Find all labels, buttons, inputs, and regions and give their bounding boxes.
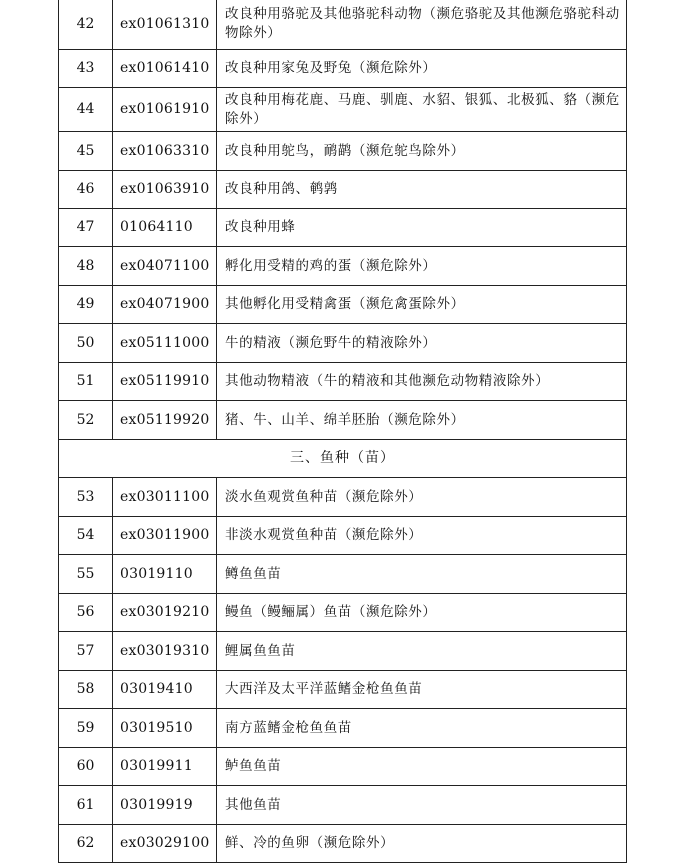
item-description: 猪、牛、山羊、绵羊胚胎（濒危除外） [217,401,627,440]
table-row [59,363,627,401]
table-row [59,401,627,440]
row-number: 53 [59,478,113,517]
tariff-code: ex01061410 [113,50,217,88]
row-number: 42 [59,0,113,50]
tariff-code: ex04071900 [113,286,217,324]
table-row [59,671,627,709]
tariff-code: 03019410 [113,671,217,709]
table-row [59,709,627,748]
item-description: 改良种用梅花鹿、马鹿、驯鹿、水貂、银狐、北极狐、貉（濒危除外） [217,88,627,132]
row-number: 47 [59,209,113,247]
table-row [59,247,627,286]
item-description: 大西洋及太平洋蓝鳍金枪鱼鱼苗 [217,671,627,709]
row-number: 61 [59,786,113,825]
row-number: 43 [59,50,113,88]
row-number: 46 [59,171,113,209]
item-description: 南方蓝鳍金枪鱼鱼苗 [217,709,627,748]
tariff-code: ex05111000 [113,324,217,363]
tariff-code: 03019110 [113,555,217,594]
table-row [59,50,627,88]
table-row [59,555,627,594]
item-description: 改良种用家兔及野兔（濒危除外） [217,50,627,88]
item-description: 其他鱼苗 [217,786,627,825]
commodity-table [58,0,627,863]
table-row [59,132,627,171]
tariff-code: ex01061310 [113,0,217,50]
tariff-code: ex03019210 [113,594,217,632]
tariff-code: 03019919 [113,786,217,825]
table-row [59,324,627,363]
row-number: 55 [59,555,113,594]
tariff-code: ex03011900 [113,517,217,555]
row-number: 49 [59,286,113,324]
table-row [59,209,627,247]
tariff-code: 03019510 [113,709,217,748]
table-row [59,594,627,632]
item-description: 牛的精液（濒危野牛的精液除外） [217,324,627,363]
table-body [59,0,627,863]
item-description: 鲜、冷的鱼卵（濒危除外） [217,825,627,863]
row-number: 44 [59,88,113,132]
tariff-code: 03019911 [113,748,217,786]
tariff-code: ex01063910 [113,171,217,209]
table-row [59,88,627,132]
item-description: 改良种用鸽、鹌鹑 [217,171,627,209]
tariff-code: ex01061910 [113,88,217,132]
row-number: 52 [59,401,113,440]
item-description: 改良种用鸵鸟，鸸鹋（濒危鸵鸟除外） [217,132,627,171]
table-row [59,171,627,209]
tariff-code: ex03011100 [113,478,217,517]
tariff-code: ex05119910 [113,363,217,401]
item-description: 淡水鱼观赏鱼种苗（濒危除外） [217,478,627,517]
item-description: 其他动物精液（牛的精液和其他濒危动物精液除外） [217,363,627,401]
row-number: 60 [59,748,113,786]
row-number: 45 [59,132,113,171]
item-description: 鲤属鱼鱼苗 [217,632,627,671]
row-number: 51 [59,363,113,401]
item-description: 鳗鱼（鳗鲡属）鱼苗（濒危除外） [217,594,627,632]
section-title: 三、鱼种（苗） [59,440,627,478]
item-description: 其他孵化用受精禽蛋（濒危禽蛋除外） [217,286,627,324]
table-row [59,748,627,786]
table-row [59,632,627,671]
row-number: 57 [59,632,113,671]
row-number: 62 [59,825,113,863]
table-row [59,478,627,517]
row-number: 56 [59,594,113,632]
section-header-row [59,440,627,478]
table-row [59,825,627,863]
tariff-code: ex03019310 [113,632,217,671]
table-row [59,286,627,324]
item-description: 鳟鱼鱼苗 [217,555,627,594]
tariff-code: 01064110 [113,209,217,247]
row-number: 48 [59,247,113,286]
row-number: 54 [59,517,113,555]
table-row [59,0,627,50]
tariff-code: ex04071100 [113,247,217,286]
item-description: 改良种用骆驼及其他骆驼科动物（濒危骆驼及其他濒危骆驼科动物除外） [217,0,627,50]
item-description: 鲈鱼鱼苗 [217,748,627,786]
table-row [59,786,627,825]
tariff-code: ex01063310 [113,132,217,171]
row-number: 59 [59,709,113,748]
item-description: 改良种用蜂 [217,209,627,247]
tariff-code: ex05119920 [113,401,217,440]
item-description: 孵化用受精的鸡的蛋（濒危除外） [217,247,627,286]
row-number: 58 [59,671,113,709]
row-number: 50 [59,324,113,363]
table-row [59,517,627,555]
item-description: 非淡水观赏鱼种苗（濒危除外） [217,517,627,555]
tariff-code: ex03029100 [113,825,217,863]
